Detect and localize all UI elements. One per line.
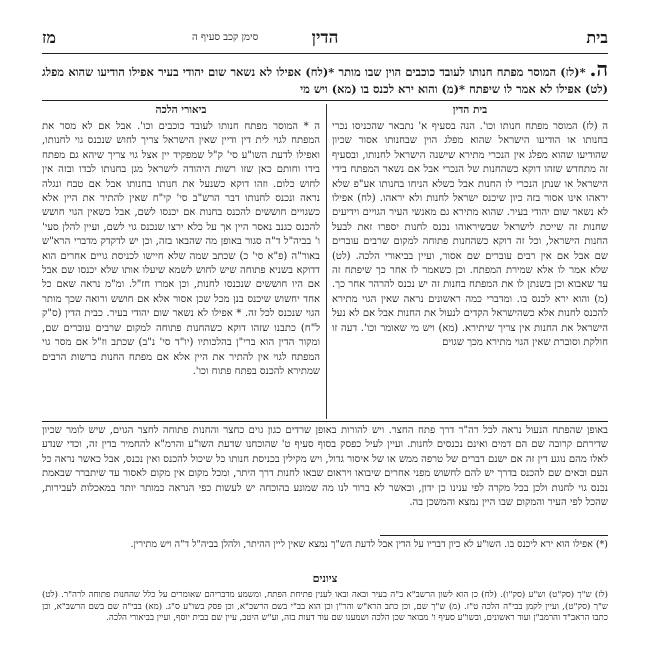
- main-text: [42, 57, 608, 98]
- sources-title: ציונים: [312, 572, 338, 585]
- full-width-text: באופן שהפתח הנעול נראה לכל רה"ר דרך פתח החצר. ויש להורות באופן שרדים כגון גוים כחצר והחנות פתוחה לחצר הגוים, שיש לומר שכיון שדירתם קרובה שם הם דמים ואינם נכנסים לחנות. ועיין לעיל כפסק בסוף סעיף ט' שהוכחנו שדעת השו"ע והרמ"א להחמיר בדין זה, וכדי שנדע לאלו מהם נוגע דין זה אם ישנם דברים של טרפה ממש או של איסור גדול, ויש מקילין בכניסת חנותו כל שיכול להכנס ואין נכנס, אבל כאשר נראה כל העם ובאים שם להכנס בדרך יש להם לחשוש מפני אחרים שיבואו ויראום שבאו לחנות דרך היתר, ומכל מקום אין מקום לאסור עד שיתברר שבאמת נכנס גוי לחנות ולכן בכל מקרה לפי ענינו כן ידון, וכאשר לא ברור לנו מה שמונע בהוכחה יש לעשות כפי הנראה כמותר יותר במאכלות לעבירות, שהכל לפי העיר והמקום שבו היין נמצא והמשכן בה.: [42, 425, 608, 509]
- section-letter: ה.: [589, 57, 608, 81]
- columns-bottom-rule: [42, 421, 608, 422]
- intro-rule: [42, 100, 608, 101]
- page-title: הדין: [311, 28, 339, 48]
- left-column-title: ביאורי הלכה: [155, 104, 207, 116]
- header-rule: [42, 53, 608, 54]
- section-reference: סימן קכב סעיף ה: [192, 32, 259, 43]
- main-text-body: *(לז) המוסר מפתח חנותו לעובד כוכבים הוין שבו מותר *(לח) אפילו לא נשאר שום יהודי בעיר אפילו הודיעו שהוא מפלג (לט) אפילו לא אמר לו שיפתח *(מ) והוא ירא לכנס בו (מא) ויש מי: [42, 65, 608, 96]
- footnote: (*) אפילו הוא ירא ליכנס בו. השו"ע לא כיון דבריו על הדין אבל לדעת הש"ך נמצא שאין ליין ההיתר, ולהלן בביה"ל ד"ה ויש מתירין.: [130, 539, 608, 550]
- book-name: בית: [586, 28, 608, 47]
- running-header: [42, 28, 608, 50]
- page-number: מז: [42, 28, 56, 47]
- sources-text: (לז) ש"ך (סק"ט) וש"ע (סק"ו). (לח) כן הוא לשון הרשב"א ב"ה בעיר ובאה ובאו לענין פתיחת הפתח, ומשמע מדבריהם שאומרים על כלל שהחנות פתוחה לרה"ר. (לט) ש"ך (סק"ט), ועיין לקמן בבי"ה הלכה ט"ז. (מ) ש"ך שם, וכן כתב הרא"ש והר"ן וכן הוא בב"י בשם הרשב"א, וכן פסק בשו"ע ס"ג. (מא) בבי"ה שם בשם הרשב"א, וכן כתבו הראב"ד והרמב"ן ועוד ראשונים, ובשו"ע סעיף ו' מבואר שכן הלכה ושמענו שם עוד דעות בזה, וע"ש היטב, עיין שם בבית יוסף, ועיין בביאורי הלכה.: [42, 590, 608, 624]
- column-divider: [326, 104, 327, 419]
- footnote-rule: [380, 535, 608, 536]
- right-column-text: ה (לז) המוסר מפתח חנותו וכו'. הנה בסעיף א' נתבאר שהכניסו נכרי בחנותו או הודיעו הישראל שהוא מפלג הוין שבחנותו אסור שכיון שהודיעו שהוא מפלג אין הנכרי מתירא שישנה הישראל לחנותו, ובסעיף זה מתחדש שזהו דוקא כשהחנות של הנכרי אבל אם נשאר המפתח בידי הישראל או שנתן הנכרי לו החנות אבל כשלא הניחו בחנותו אע"פ שלא יראהו אינו אסור בזה כיון שיכנס ישראל לחנות ולא יראהו. (לח) אפילו לא נשאר שום יהודי בעיר. שהוא מתירא גם מאנשי העיר הגויים וידיעים שחנות זה שייכת לישראל שבשיראוהו נכנס לחנות יספרו זאת לבעל החנות הישראל, וכל זה דוקא כשהחנות פתוחה למקום שרבים עוברים שם אבל אם אין רבים עוברים שם אסור, ועיין בביאורי הלכה. (לט) שלא אמר לו אלא שמירת המפתח. וכן כשאמר לו אחר כך שיפתח זה עד שאבוא וכן בשנתן לו את המפתח בחנות זה יש נכנס להרהר אחר כך. (מ) והוא ירא לכנס בו. ומדברי כמה ראשונים נראה שאין הגוי מתירא להכנס לחנות אלא כשהישראל הקדים לנעול את החנות אבל אם לא נעל הישראל את החנות אין צריך שיתירא. (מא) ויש מי שאומר וכו'. דעה זו חולקת וסוברת שאין הגוי מתירא מכך שגוים: [332, 121, 608, 349]
- right-column-title: בית הדין: [452, 104, 488, 116]
- left-column-text: ה * המוסר מפתח חנותו לעובד כוכבים וכו'. אבל אם לא מסר את המפתח לגוי לית דין ודיין שאין הישראל צריך לחוש שנכנס גוי לחנותו, ואפילו לדעת השו"ע סי' ק"ל שמפקיד יין אצל גוי צריך שיהא גם מפתח בידו וחותם כאן שזו רשות היהודה לישראל מגן בחנותו לבדו ובזה אין לחוש כלום. וזהו דוקא כשנעל את חנותו בחנותו אבל אם טבח ונגלה נראה ונכנס לחנותו דבר הרש"ב סי' קי"ח שאין להתיר את היין אלא כשגויים חוששים להכנס בחנות אם יכנסו לשם, אבל כשאין הגוי חושש להכנס כגנב נאסר היין אך על כלא ירצו שנכנס גוי לשם, ועיין להלן סעי' ו' בביה"ל ד"ה סגור באופן מה שהבאו בזה, וכן יש לדקדק מדברי הרא"ש באור"ה (פ"א סי' כ) שכתב שמה שלא חיישו לכניסת גויים אחרים הוא דדוקא בשניא פתוחה שיש לחוש לשמא שיעלו אותו שלא יכנסו שם אבל אם היו חוששים שנכנסו לחנות, וכן אמרו חז"ל. ומ"מ נראה שאם כל אחד יחשוש שיכנס בנן מכל שכן אסור אלא אם חושש ורואה שכך מותר הגוי שנכנס לכל זה. * אפילו לא נשאר שום יהודי בעיר. כבית הדין (ס"ק ל"ח) כתבנו שזהו דוקא כשהחנות פתוחה למקום שרבים עוברים שם, ומקור הדין הוא ברי"ן בהלכותיו (יו"ד סי' נ"ב) שכתב וז"ל אם מסר גוי המפתח לגוי אין להתיר את היין אלא אם מפתח החנות ברשות הרבים שמתירא להכנס בפתח פתוח וכו'.: [42, 121, 320, 377]
